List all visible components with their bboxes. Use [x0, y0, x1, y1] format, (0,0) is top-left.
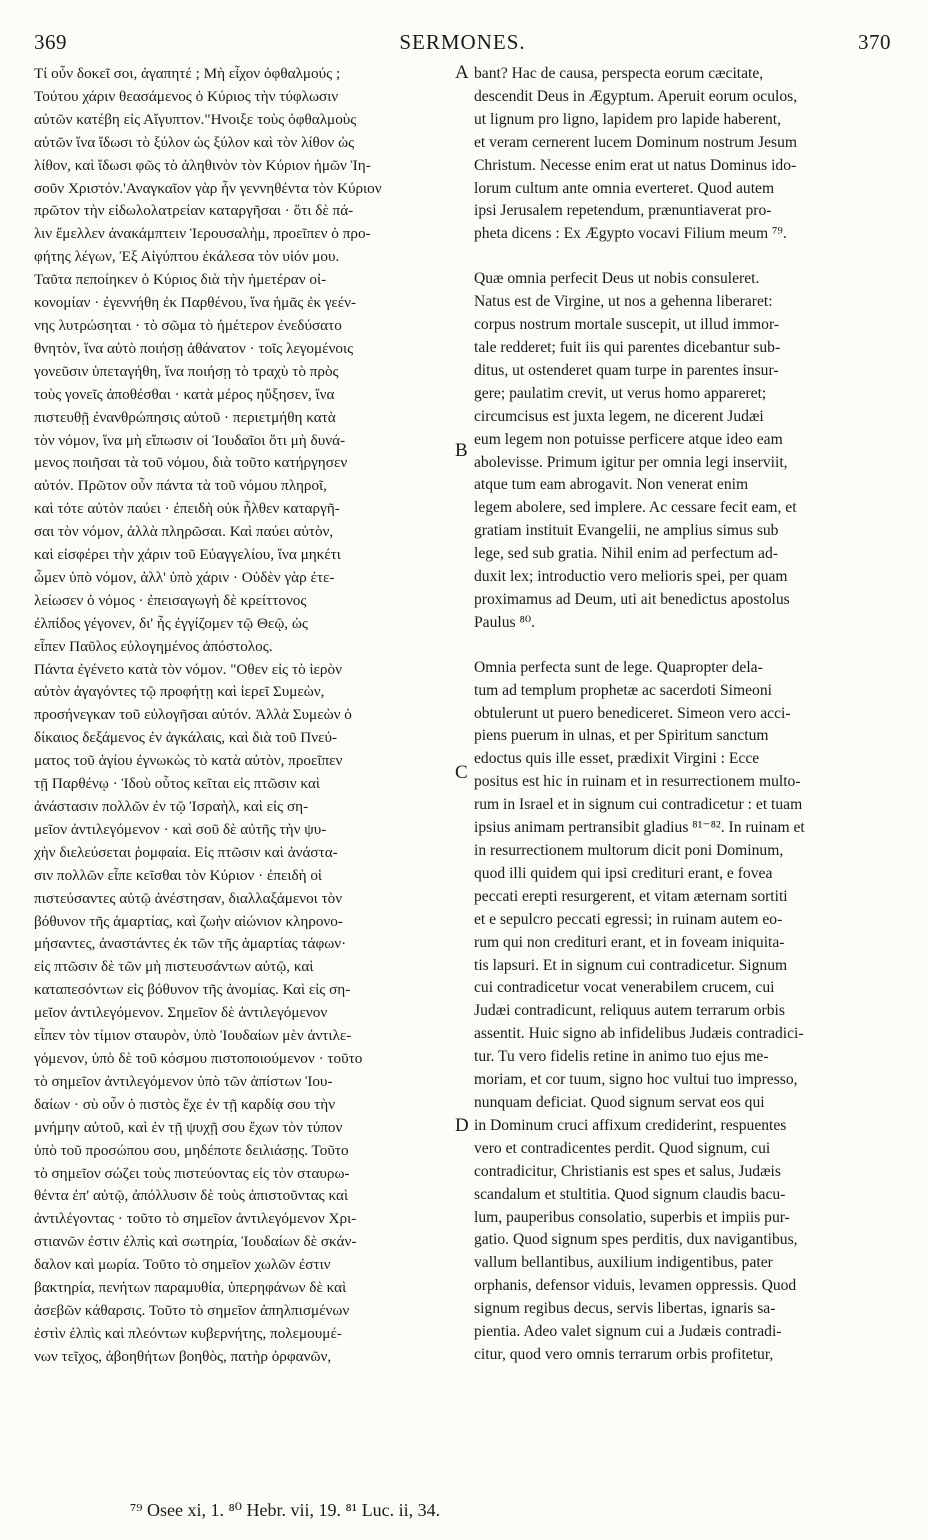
greek-text-line: εἰς πτῶσιν δὲ τῶν μὴ πιστευσάντων αὐτῷ, καὶ — [34, 958, 314, 976]
greek-text-line: στιανῶν ἐστιν ἐλπὶς καὶ σωτηρία, Ἰουδαίων δὲ σκάν- — [34, 1233, 357, 1251]
latin-text-line: lorum cultum ante omnia everteret. Quod autem — [474, 179, 775, 197]
latin-text-line: in resurrectionem multorum dicit poni Dominum, — [474, 842, 784, 859]
latin-text-line: lege, sed sub gratia. Nihil enim ad perfectum ad- — [474, 545, 778, 563]
latin-text-line: scandalum et stultitia. Quod signum claudis bacu- — [474, 1185, 786, 1203]
greek-text-line: λίθον, καὶ ἴδωσι φῶς τὸ ἀληθινὸν τὸν Κύριον ἡμῶν Ἰη- — [34, 156, 371, 174]
greek-text-line: μεῖον ἀντιλεγόμενον. Σημεῖον δὲ ἀντιλεγόμενον — [34, 1004, 328, 1022]
greek-text-line: πιστεύσαντες αὐτῷ ἀνέστησαν, διαλλαξάμενοι τὸν — [34, 889, 343, 907]
latin-text-line: in Dominum cruci affixum crediderint, respuentes — [474, 1116, 787, 1134]
latin-text-line: Judæi contradicunt, reliquus autem terrarum orbis — [474, 1002, 785, 1020]
greek-text-line: θέντα ἐπ' αὐτῷ, ἀπόλλυσιν δὲ τοὺς ἀπιστοῦντας καὶ — [34, 1187, 349, 1205]
greek-text-line: σοῦν Χριστόν.'Αναγκαῖον γὰρ ἦν γεννηθέντα τὸν Κύριον — [34, 179, 382, 197]
latin-text-line: cui contradicetur vocat venerabilem crucem, cui — [474, 979, 775, 997]
latin-text-line: edoctus quis ille esset, prædixit Virgini : Ecce — [474, 750, 760, 768]
greek-text-line: χὴν διελεύσεται ῥομφαία. Εἰς πτῶσιν καὶ ἀνάστα- — [34, 843, 338, 861]
greek-text-line: μνήμην αὐτοῦ, καὶ ἐν τῇ ψυχῇ σου ἔχων τὸν τύπον — [34, 1118, 343, 1136]
greek-text-line: μενος ποιῆσαι τὰ τοῦ νόμου, διὰ τοῦτο κατήργησεν — [34, 454, 348, 472]
greek-text-line: λείωσεν ὁ νόμος · ἐπεισαγωγὴ δὲ κρείττονος — [34, 591, 307, 609]
latin-text-line: peccati erepti resurgerent, et vitam æternam sortiti — [474, 887, 788, 905]
greek-text-line: αὐτὸν ἀγαγόντες τῷ προφήτῃ καὶ ἱερεῖ Συμεὼν, — [34, 683, 325, 701]
latin-text-line: abolevisse. Primum igitur per omnia legi inserviit, — [474, 453, 788, 471]
margin-marker-c: C — [455, 762, 468, 783]
latin-text-line: circumcisus est juxta legem, ne dicerent Judæi — [474, 407, 764, 425]
greek-text-line: πιστευθῇ ἐνανθρώπησις αὐτοῦ · περιετμήθη κατὰ — [34, 408, 336, 426]
latin-text-line: vallum bellantibus, auxilium indigentibus, pater — [474, 1254, 773, 1272]
latin-text-line: vero et contradicentes perdit. Quod signum, cui — [474, 1139, 771, 1157]
margin-marker-d: D — [455, 1115, 469, 1136]
greek-text-line: φήτης λέγων, Ἐξ Αἰγύπτου ἐκάλεσα τὸν υἱόν μου. — [34, 248, 340, 266]
greek-text-line: Τί οὖν δοκεῖ σοι, ἀγαπητέ ; Μὴ εἶχον ὀφθαλμούς ; — [34, 65, 341, 82]
footnotes: ⁷⁹ Osee xi, 1. ⁸⁰ Hebr. vii, 19. ⁸¹ Luc. ii, 34. — [130, 1500, 441, 1520]
page-header — [34, 30, 891, 60]
greek-text-line: νων τεῖχος, ἀβοηθήτων βοηθὸς, πατὴρ ὀρφανῶν, — [34, 1347, 332, 1365]
greek-text-line: ἐλπίδος γέγονεν, δι' ἧς ἐγγίζομεν τῷ Θεῷ, ὡς — [34, 614, 308, 632]
greek-text-line: Τούτου χάριν θεασάμενος ὁ Κύριος τὴν τύφλωσιν — [34, 87, 339, 105]
greek-text-line: καταπεσόντων εἰς βόθυνον τῆς ἀνομίας. Καὶ εἰς ση- — [34, 981, 351, 999]
greek-text-line: δαλον καὶ μωρία. Τοῦτο τὸ σημεῖον χωλῶν ἐστιν — [34, 1256, 331, 1274]
latin-text-line: proximamus ad Deum, uti ait benedictus apostolus — [474, 590, 790, 608]
latin-text-line: ditus, ut ostenderet quam turpe in parentes insur- — [474, 361, 779, 379]
latin-text-line: legem abolere, sed implere. Ac cessare fecit eam, et — [474, 499, 797, 517]
greek-text-line: ἀνάστασιν πολλῶν ἐν τῷ Ἰσραὴλ, καὶ εἰς ση- — [34, 798, 309, 815]
latin-text-line: pheta dicens : Ex Ægypto vocavi Filium meum ⁷⁹. — [474, 225, 787, 243]
greek-text-line: Πάντα ἐγένετο κατὰ τὸν νόμον. "Οθεν εἰς τὸ ἱερὸν — [34, 660, 342, 678]
greek-text-line: τὸν νόμον, ἵνα μὴ εἴπωσιν οἱ Ἰουδαῖοι ὅτι μὴ δυνά- — [34, 431, 346, 449]
latin-text-line: Natus est de Virgine, ut nos a gehenna liberaret: — [474, 293, 773, 311]
greek-text-line: γόμενον, ὑπὸ δὲ τοῦ κόσμου πιστοποιούμενον · τοῦτο — [34, 1049, 363, 1067]
greek-text-line: εἶπεν Παῦλος εὐλογημένος ἀπόστολος. — [34, 637, 273, 655]
latin-text-line: tale redderet; fuit iis qui parentes dicebantur sub- — [474, 338, 781, 356]
latin-text-line: gatio. Quod signum spes perditis, dux navigantibus, — [474, 1231, 798, 1249]
margin-marker-b: B — [455, 440, 468, 461]
latin-text-line: tum ad templum prophetæ ac sacerdoti Simeoni — [474, 681, 772, 699]
greek-text-line: κονομίαν · ἐγεννήθη ἐκ Παρθένου, ἵνα ἡμᾶς ἐκ γεέν- — [34, 294, 357, 312]
greek-text-line: δαίων · σὺ οὖν ὁ πιστὸς ἔχε ἐν τῇ καρδίᾳ σου τὴν — [34, 1095, 336, 1113]
greek-text-line: σαι τὸν νόμον, ἀλλὰ πληρῶσαι. Καὶ παύει αὐτὸν, — [34, 523, 334, 541]
latin-column — [474, 63, 894, 1367]
greek-text-line: αὐτῶν κατέβη εἰς Αἴγυπτον."Ηνοιξε τοὺς ὀφθαλμοὺς — [34, 110, 357, 128]
paragraph-gap — [474, 246, 894, 268]
greek-text-line: γονεῦσιν ὑπεταγήθη, ἵνα ποιήσῃ τὸ τραχὺ τὸ πρὸς — [34, 362, 339, 380]
greek-text-line: καὶ τότε αὐτὸν παύει · ἐπειδὴ οὐκ ἦλθεν καταργῆ- — [34, 500, 340, 518]
paragraph-gap — [474, 635, 894, 657]
greek-text-line: τὸ σημεῖον ἀντιλεγόμενον ὑπὸ τῶν ἀπίστων Ἰου- — [34, 1072, 333, 1090]
latin-text-line: Omnia perfecta sunt de lege. Quapropter dela- — [474, 658, 763, 676]
greek-text-line: μεῖον ἀντιλεγόμενον · καὶ σοῦ δὲ αὐτῆς τὴν ψυ- — [34, 820, 327, 838]
latin-text-line: lum, pauperibus consolatio, superbis et impiis pur- — [474, 1208, 790, 1226]
greek-text-line: νης λυτρώσηται · τὸ σῶμα τὸ ἡμέτερον ἐνεδύσατο — [34, 316, 342, 334]
latin-text-line: citur, quod vero omnis terrarum orbis profitetur, — [474, 1345, 774, 1363]
latin-text-line: quod illi quidem qui ipsi credituri erant, e fovea — [474, 864, 773, 882]
greek-text-line: καὶ εἰσφέρει τὴν χάριν τοῦ Εὐαγγελίου, ἵνα μηκέτι — [34, 546, 341, 564]
greek-text-line: Ταῦτα πεποίηκεν ὁ Κύριος διὰ τὴν ἡμετέραν οἰ- — [34, 271, 327, 289]
latin-text-line: ipsi Jerusalem repetendum, prænuntiaverat pro- — [474, 202, 772, 220]
greek-text-line: ἀντιλέγοντας · τοῦτο τὸ σημεῖον ἀντιλεγόμενον Χρι- — [34, 1210, 357, 1228]
latin-text-line: ut lignum pro ligno, lapidem pro lapide haberent, — [474, 110, 782, 128]
greek-column — [34, 63, 460, 1369]
greek-text-line: δίκαιος δεξάμενος ἐν ἀγκάλαις, καὶ διὰ τοῦ Πνεύ- — [34, 729, 338, 747]
greek-text-line: τοὺς γονεῖς ἀποθέσθαι · κατὰ μέρος ηὔξησεν, ἵνα — [34, 385, 335, 403]
page-number-right: 370 — [858, 30, 891, 54]
greek-text-line: ἐστὶν ἐλπὶς καὶ πλεόντων κυβερνήτης, πολεμουμέ- — [34, 1324, 342, 1342]
latin-text-line: gratiam instituit Evangelii, ne amplius simus sub — [474, 522, 779, 540]
latin-text-line: gere; paulatim crevit, ut verus homo appareret; — [474, 384, 767, 402]
latin-text-line: Christum. Necesse enim erat ut natus Dominus ido- — [474, 156, 797, 174]
latin-text-line: et e sepulcro peccati egressi; in ruinam autem eo- — [474, 910, 783, 928]
greek-text-line: βακτηρία, πενήτων παραμυθία, ὑπερηφάνων δὲ καὶ — [34, 1279, 347, 1297]
latin-text-line: et veram cernerent lucem Dominum nostrum Jesum — [474, 133, 798, 151]
latin-text-line: pientia. Adeo valet signum cui a Judæis contradi- — [474, 1323, 782, 1341]
latin-text-line: piens puerum in ulnas, et per Spiritum sanctum — [474, 727, 769, 745]
latin-text-line: Quæ omnia perfecit Deus ut nobis consuleret. — [474, 270, 760, 288]
margin-marker-a: A — [455, 62, 469, 83]
latin-text-line: duxit lex; introductio vero melioris spei, per quam — [474, 568, 788, 586]
greek-text-line: θνητὸν, ἵνα αὐτὸ ποιήσῃ ἀθάνατον · τοῖς λεγομένοις — [34, 339, 354, 357]
latin-text-line: bant? Hac de causa, perspecta eorum cæcitate, — [474, 65, 764, 82]
latin-text-line: assentit. Huic signo ab infidelibus Judæis contradici- — [474, 1025, 804, 1043]
greek-text-line: εἶπεν τὸν τίμιον σταυρὸν, ὑπὸ Ἰουδαίων μὲν ἀντιλε- — [34, 1027, 352, 1045]
greek-text-line: αὐτόν. Πρῶτον οὖν πάντα τὰ τοῦ νόμου πληροῖ, — [34, 477, 327, 495]
latin-text-line: moriam, et cor tuum, signo hoc vultui tuo impresso, — [474, 1071, 798, 1089]
page-number-left: 369 — [34, 30, 67, 54]
latin-text-line: rum in Israel et in signum cui contradicetur : et tuam — [474, 796, 803, 814]
greek-text-line: τῇ Παρθένῳ · Ἰδοὺ οὗτος κεῖται εἰς πτῶσιν καὶ — [34, 775, 320, 793]
latin-text-line: tur. Tu vero fidelis retine in animo tuo ejus me- — [474, 1048, 769, 1066]
latin-text-line: contradicitur, Christianis est spes et salus, Judæis — [474, 1162, 781, 1180]
latin-text-line: positus est hic in ruinam et in resurrectionem multo- — [474, 773, 801, 791]
greek-text-line: πρῶτον τὴν εἰδωλολατρείαν καταργῆσαι · ὅτι δὲ πά- — [34, 202, 354, 220]
latin-text-line: rum qui non credituri erant, et in foveam iniquita- — [474, 933, 785, 951]
latin-text-line: orphanis, defensor viduis, levamen oppressis. Quod — [474, 1277, 797, 1295]
latin-text-line: tis lapsuri. Et in signum cui contradicetur. Signum — [474, 956, 788, 974]
greek-text-line: τὸ σημεῖον σώζει τοὺς πιστεύοντας εἰς τὸν σταυρω- — [34, 1164, 350, 1182]
greek-text-line: μήσαντες, ἀναστάντες ἐκ τῶν τῆς ἁμαρτίας τάφων· — [34, 935, 347, 953]
greek-text-line: σιν πολλῶν εἶπε κεῖσθαι τὸν Κύριον · ἐπειδὴ οἱ — [34, 866, 323, 884]
greek-text-line: ὦμεν ὑπὸ νόμον, ἀλλ' ὑπὸ χάριν · Οὐδὲν γὰρ ἐτε- — [34, 568, 335, 586]
latin-text-line: nunquam deficiat. Quod signum servat eos qui — [474, 1093, 765, 1111]
latin-text-line: obtulerunt ut puero benediceret. Simeon vero acci- — [474, 704, 791, 722]
running-title: SERMONES. — [399, 30, 526, 54]
greek-text-line: αὐτῶν ἵνα ἴδωσι τὸ ξύλον ὡς ξύλον καὶ τὸν λίθον ὡς — [34, 133, 355, 151]
greek-text-line: βόθυνον τῆς ἁμαρτίας, καὶ ζωὴν αἰώνιον κληρονο- — [34, 912, 343, 930]
latin-text-line: ipsius animam pertransibit gladius ⁸¹⁻⁸². In ruinam et — [474, 819, 805, 837]
latin-text-line: Paulus ⁸⁰. — [474, 613, 536, 631]
latin-text-line: eum legem non potuisse perficere atque ideo eam — [474, 430, 783, 448]
greek-text-line: προσήνεγκαν τοῦ εὐλογῆσαι αὐτόν. Ἀλλὰ Συμεὼν ὁ — [34, 706, 352, 724]
latin-text-line: descendit Deus in Ægyptum. Aperuit eorum oculos, — [474, 87, 798, 105]
latin-text-line: signum regibus decus, servis libertas, ignaris sa- — [474, 1300, 776, 1318]
greek-text-line: ὑπὸ τοῦ προσώπου σου, μηδέποτε δειλιάσῃς. Τοῦτο — [34, 1141, 349, 1159]
latin-text-line: atque tum eam abrogavit. Non venerat enim — [474, 476, 749, 494]
greek-text-line: ματος τοῦ ἁγίου ἐγνωκὼς τὸ κατὰ αὐτὸν, προεῖπεν — [34, 752, 343, 770]
greek-text-line: ἀσεβῶν κάθαρσις. Τοῦτο τὸ σημεῖον ἀπηλπισμένων — [34, 1301, 350, 1319]
greek-text-line: λιν ἔμελλεν ἀνακάμπτειν Ἱερουσαλὴμ, προεῖπεν ὁ προ- — [34, 225, 371, 243]
latin-text-line: corpus nostrum mortale suscepit, ut illud immor- — [474, 316, 780, 334]
